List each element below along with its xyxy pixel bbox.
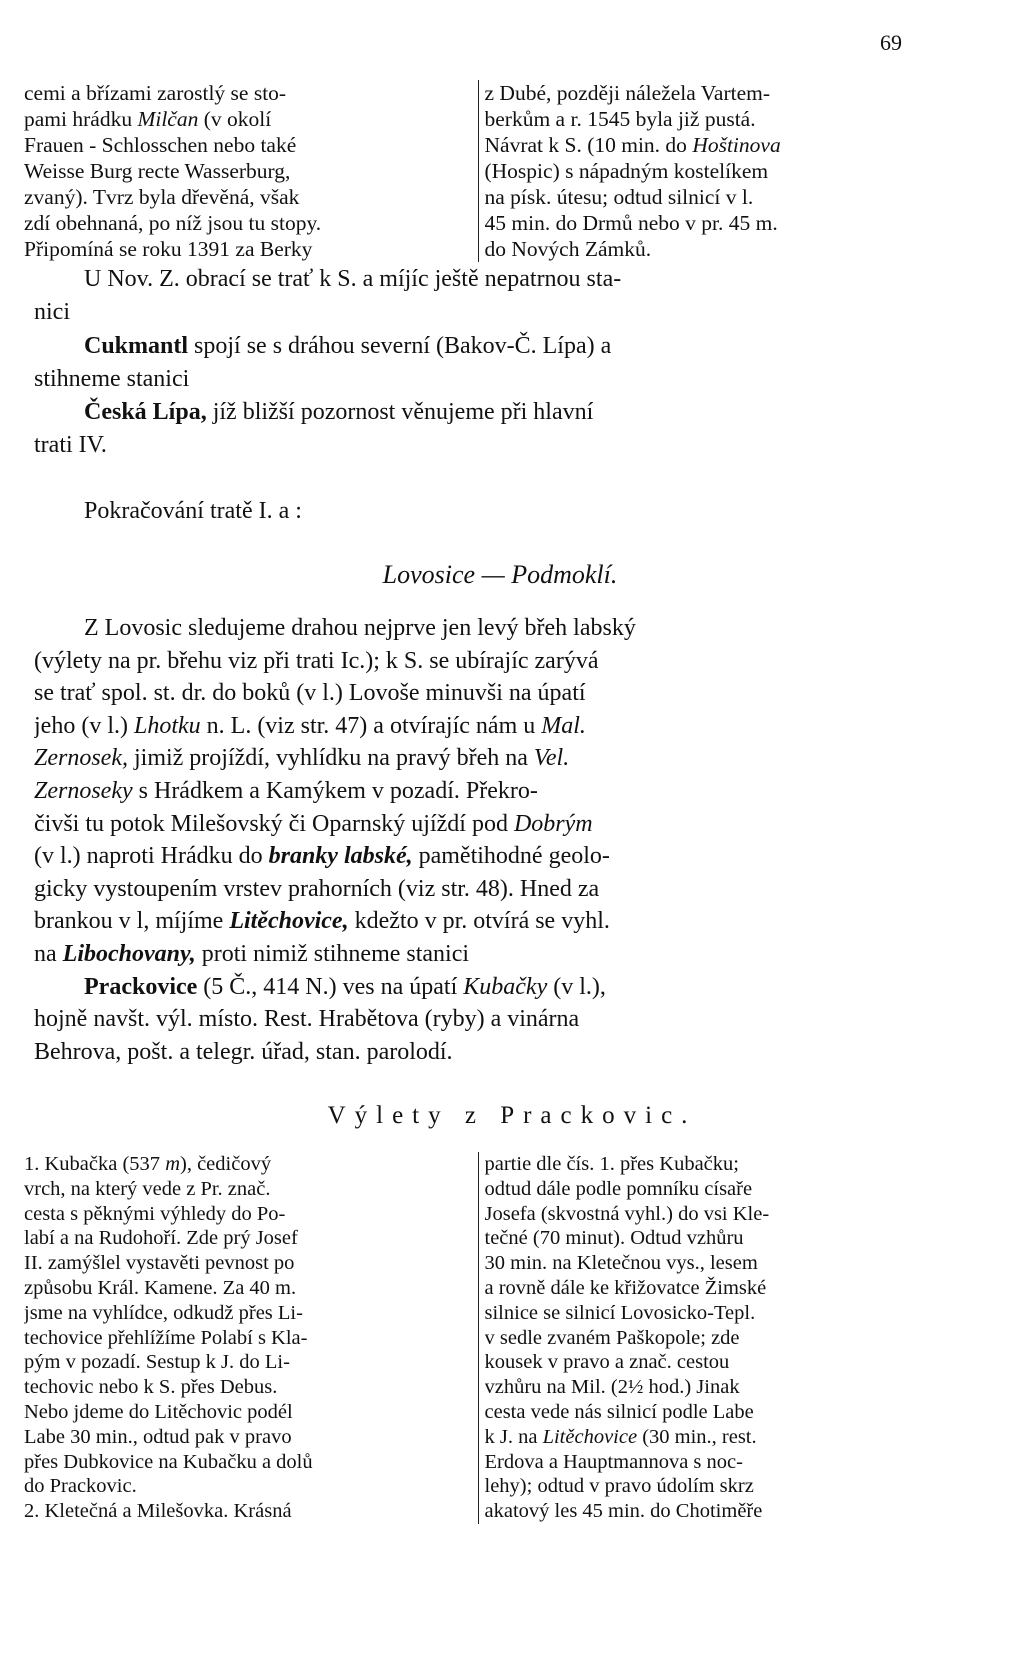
text-line: se trať spol. st. dr. do boků (v l.) Lovoše minuvši na úpatí (34, 680, 586, 707)
place-name: Dobrým (513, 810, 593, 837)
text-line: kousek v pravo a znač. cestou (484, 1351, 730, 1374)
text-line (34, 905, 924, 938)
excursions-two-column-text (24, 1152, 924, 1524)
text-line: U Nov. Z. obrací se trať k S. a míjíc ještě nepatrnou sta- (84, 266, 622, 292)
text-run: (v l.) naproti Hrádku do (34, 843, 269, 870)
text-line: zdí obehnaná, po níž jsou tu stopy. (24, 211, 322, 235)
text-line: Frauen - Schlosschen nebo také (24, 133, 297, 157)
place-name: Zernosek, (34, 745, 128, 772)
excursions-left-column (24, 1152, 479, 1524)
text-line (34, 971, 924, 1004)
text-line: (výlety na pr. břehu viz při trati Ic.); k S. se ubírajíc zarývá (34, 647, 599, 674)
route-description (34, 612, 924, 1068)
text-line: zvaný). Tvrz byla dřevěná, však (24, 185, 300, 209)
text-line: v sedle zvaném Paškopole; zde (484, 1326, 740, 1349)
text-run: jimiž projíždí, vyhlídku na pravý břeh na (127, 745, 534, 772)
route-heading: Lovosice — Podmoklí. (382, 560, 618, 589)
text-line: Nebo jdeme do Litěchovic podél (24, 1400, 293, 1423)
text-line: tečné (70 minut). Odtud vzhůru (484, 1227, 744, 1250)
text-line: Weisse Burg recte Wasserburg, (24, 159, 291, 183)
text-line: Připomíná se roku 1391 za Berky (24, 237, 313, 261)
text-line: techovice přehlížíme Polabí s Kla- (24, 1326, 308, 1349)
top-right-column (479, 80, 925, 262)
section-continuation: Pokračování tratě I. a : (84, 498, 302, 524)
text-line: pým v pozadí. Sestup k J. do Li- (24, 1351, 290, 1374)
text-line: techovic nebo k S. přes Debus. (24, 1376, 278, 1399)
text-line: a rovně dále ke křižovatce Žimské (484, 1276, 767, 1299)
text-line: trati IV. (34, 432, 107, 459)
text-line: Erdova a Hauptmannova s noc- (484, 1450, 743, 1473)
text-line: pami hrádku Milčan (v okolí (24, 107, 272, 131)
text-line: labí a na Rudohoří. Zde prý Josef (24, 1227, 298, 1250)
page-number: 69 (880, 30, 902, 55)
station-name: Česká Lípa, (84, 399, 207, 426)
text-line: přes Dubkovice na Kubačku a dolů (24, 1450, 313, 1473)
text-line: 2. Kletečná a Milešovka. Krásná (24, 1500, 292, 1523)
text-line (34, 775, 924, 808)
text-line: způsobu Král. Kamene. Za 40 m. (24, 1276, 297, 1299)
top-two-column-text (24, 80, 924, 262)
text-run: (v l.), (547, 973, 606, 1000)
place-name: Litěchovice, (229, 908, 349, 935)
text-line: 1. Kubačka (537 m), čedičový (24, 1153, 272, 1175)
text-line: lehy); odtud v pravo údolím skrz (484, 1475, 754, 1498)
text-line: stihneme stanici (34, 365, 190, 392)
emphasis: m (165, 1153, 180, 1175)
text-line: odtud dále podle pomníku císaře (484, 1177, 753, 1200)
text-line: Z Lovosic sledujeme drahou nejprve jen levý břeh labský (84, 615, 636, 641)
top-left-column (24, 80, 479, 262)
excursions-heading: Výlety z Prackovic. (327, 1102, 697, 1129)
text-line: do Prackovic. (24, 1475, 137, 1498)
middle-paragraphs (34, 263, 924, 463)
text-run: na (34, 940, 63, 967)
text-run: s Hrádkem a Kamýkem v pozadí. Překro- (132, 777, 538, 804)
text-line (34, 938, 924, 971)
text-run: n. L. (viz str. 47) a otvírajíc nám u (200, 712, 542, 739)
text-line: nici (34, 299, 70, 326)
text-line: z Dubé, později náležela Vartem- (484, 81, 771, 105)
text-line: cemi a břízami zarostlý se sto- (24, 81, 287, 105)
text-line (34, 330, 924, 363)
text-line: vrch, na který vede z Pr. znač. (24, 1177, 271, 1200)
excursions-right-column (479, 1152, 925, 1524)
text-line: Behrova, pošt. a telegr. úřad, stan. parolodí. (34, 1038, 453, 1065)
text-line: vzhůru na Mil. (2½ hod.) Jinak (484, 1376, 740, 1399)
text-run: kdežto v pr. otvírá se vyhl. (348, 908, 610, 935)
place-name: Milčan (137, 107, 199, 131)
text-line (34, 840, 924, 873)
text-line: Labe 30 min., odtud pak v pravo (24, 1425, 292, 1448)
text-line: jsme na vyhlídce, odkudž přes Li- (24, 1301, 303, 1324)
text-line: berkům a r. 1545 byla již pustá. (484, 107, 756, 131)
text-run: pamětihodné geolo- (412, 843, 610, 870)
text-run: proti nimiž stihneme stanici (195, 940, 470, 967)
station-name: Cukmantl (84, 332, 189, 359)
text-line: cesta vede nás silnicí podle Labe (484, 1400, 754, 1423)
place-name: Lhotku (133, 712, 201, 739)
text-line: 45 min. do Drmů nebo v pr. 45 m. (484, 211, 778, 235)
text-line (34, 710, 924, 743)
text-line: (Hospic) s nápadným kostelíkem (484, 159, 769, 183)
text-run: spojí se s dráhou severní (Bakov-Č. Lípa) a (188, 332, 612, 359)
text-run: (5 Č., 414 N.) ves na úpatí (197, 973, 464, 1000)
text-line: partie dle čís. 1. přes Kubačku; (484, 1153, 739, 1175)
emphasis: Litěchovice (542, 1425, 638, 1448)
text-run: jeho (v l.) (34, 712, 134, 739)
text-line: II. zamýšlel vystavěti pevnost po (24, 1252, 295, 1275)
place-name: Mal. (541, 712, 586, 739)
text-run: brankou v l, míjíme (34, 908, 230, 935)
place-name: Vel. (533, 745, 570, 772)
text-line: Návrat k S. (10 min. do Hoštinova (484, 133, 781, 157)
text-line (34, 742, 924, 775)
text-line: akatový les 45 min. do Chotiměře (484, 1500, 763, 1523)
text-line: silnice se silnicí Lovosicko-Tepl. (484, 1301, 756, 1324)
text-line: k J. na Litěchovice (30 min., rest. (484, 1425, 757, 1448)
station-name: Prackovice (84, 973, 198, 1000)
text-run: čivši tu potok Milešovský či Oparnský ujíždí pod (34, 810, 514, 837)
text-line: Josefa (skvostná vyhl.) do vsi Kle- (484, 1202, 770, 1225)
place-name: Kubačky (463, 973, 548, 1000)
text-line: cesta s pěknými výhledy do Po- (24, 1202, 286, 1225)
text-line: hojně navšt. výl. místo. Rest. Hrabětova (ryby) a vinárna (34, 1006, 580, 1033)
text-line: 30 min. na Kletečnou vys., lesem (484, 1252, 758, 1275)
place-name: Hoštinova (692, 133, 781, 157)
place-name: Libochovany, (62, 940, 196, 967)
text-line: gicky vystoupením vrstev prahorních (viz str. 48). Hned za (34, 875, 600, 902)
text-line: do Nových Zámků. (484, 237, 652, 261)
text-line (34, 808, 924, 841)
place-name: Zernoseky (34, 777, 133, 804)
text-line (34, 396, 924, 429)
place-name: branky labské, (268, 843, 413, 870)
text-line: na písk. útesu; odtud silnicí v l. (484, 185, 754, 209)
text-run: jíž bližší pozornost věnujeme při hlavní (206, 399, 594, 426)
